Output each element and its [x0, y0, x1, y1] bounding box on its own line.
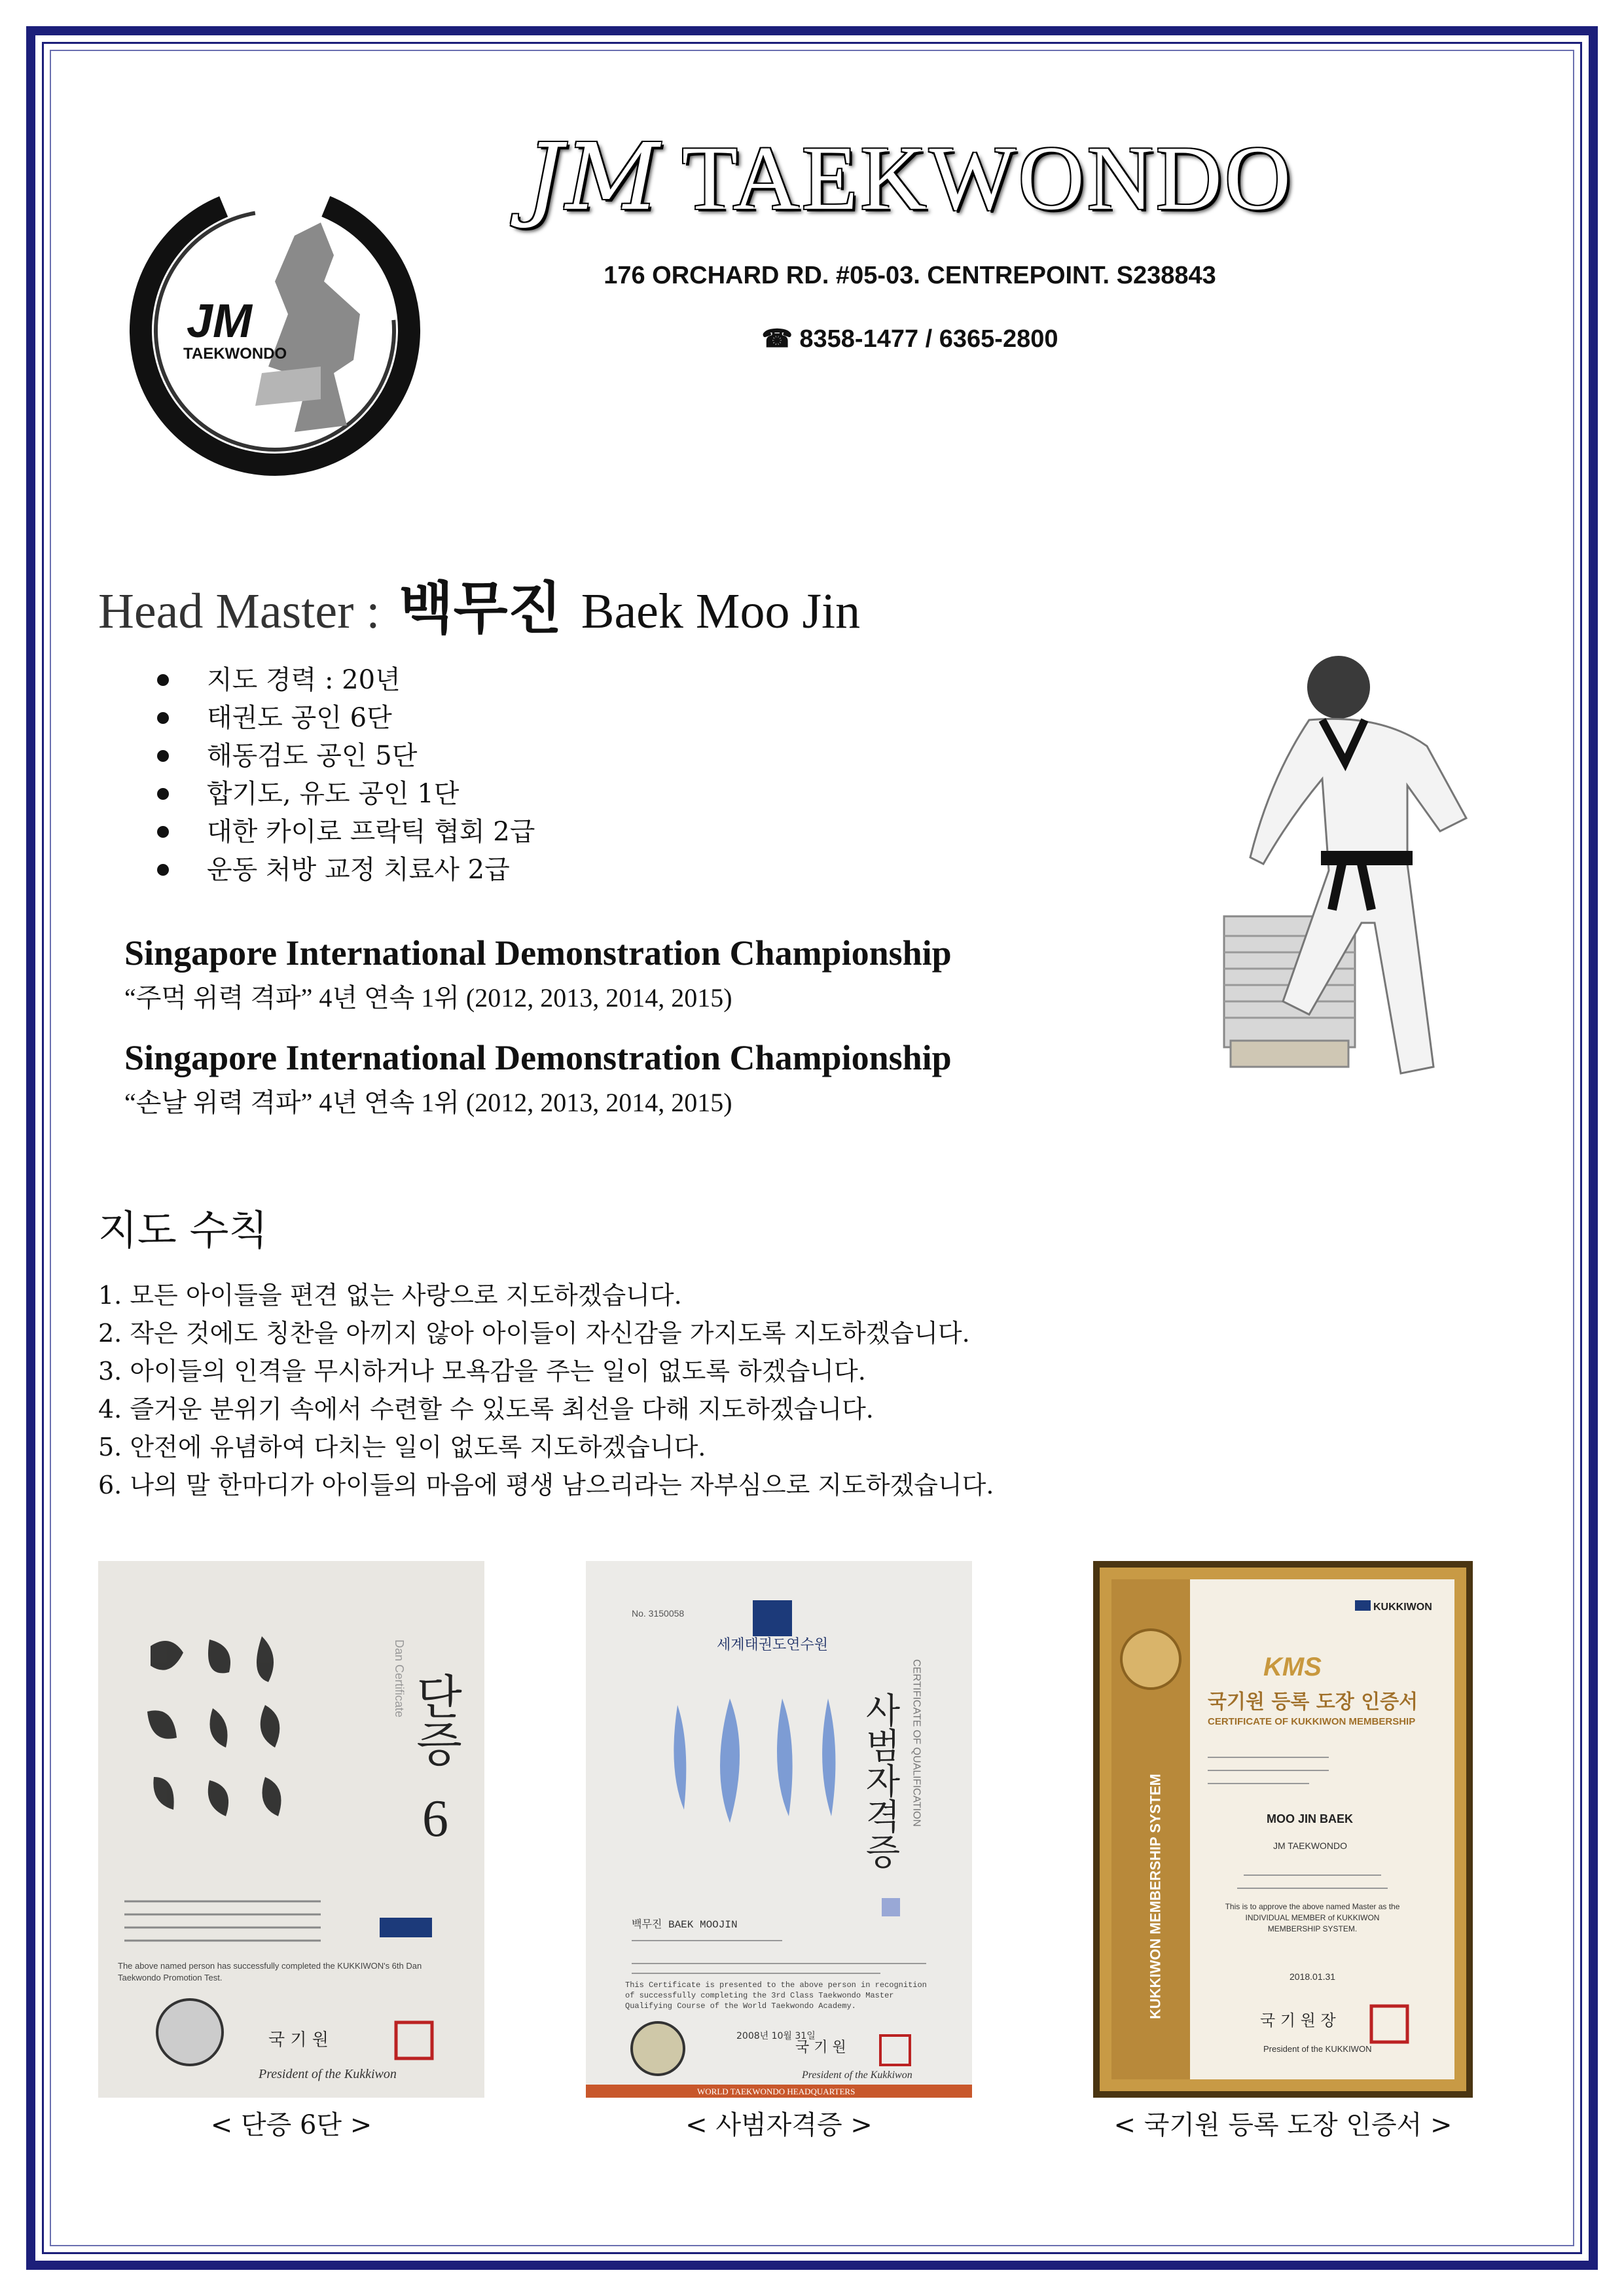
bullet-icon: [157, 712, 169, 724]
cert-issuer: 국 기 원 장: [1260, 2011, 1336, 2030]
head-master-name-en: Baek Moo Jin: [581, 584, 861, 639]
dan-certificate-image: [98, 1561, 484, 2098]
cert-gym: JM TAEKWONDO: [1273, 1840, 1348, 1851]
cert-holder: MOO JIN BAEK: [1267, 1812, 1354, 1825]
head-master-name-kr: 백무진: [399, 575, 562, 641]
bullet-icon: [157, 864, 169, 876]
championship-title: Singapore International Demonstration Championship: [124, 1038, 952, 1077]
cert-title: 단증: [408, 1672, 463, 1767]
list-item: 2. 작은 것에도 칭찬을 아끼지 않아 아이들이 자신감을 가지도록 지도하겠습니다.: [98, 1319, 970, 1348]
list-item: [157, 813, 535, 851]
championship-2: [124, 1037, 952, 1119]
credential-text: 대한 카이로 프락틱 협회 2급: [207, 817, 535, 847]
championship-detail: “손날 위력 격파” 4년 연속 1위 (2012, 2013, 2014, 2015): [124, 1088, 732, 1117]
cert-issuer: 국 기 원: [268, 2030, 329, 2050]
bullet-icon: [157, 826, 169, 838]
head-master-line: [98, 563, 860, 644]
list-item: [157, 661, 535, 699]
credential-text: 합기도, 유도 공인 1단: [207, 779, 460, 809]
cert-sign: President of the Kukkiwon: [802, 2070, 912, 2081]
head-master-label: Head Master :: [98, 584, 380, 639]
cert-kms-logo: KMS: [1263, 1653, 1322, 1681]
cert-footer: WORLD TAEKWONDO HEADQUARTERS: [697, 2087, 856, 2096]
list-item: 3. 아이들의 인격을 무시하거나 모욕감을 주는 일이 없도록 하겠습니다.: [98, 1357, 866, 1386]
list-item: [157, 699, 535, 737]
cert-org: 세계태권도연수원: [717, 1637, 829, 1653]
credential-text: 태권도 공인 6단: [207, 703, 392, 733]
instructor-certificate-image: [586, 1561, 972, 2098]
cert-brand: KUKKIWON: [1373, 1602, 1432, 1613]
championship-1: [124, 933, 952, 1014]
cert-side-text: CERTIFICATE OF QUALIFICATION: [911, 1659, 922, 1827]
cert-sign: President of the KUKKIWON: [1263, 2044, 1372, 2054]
cert-issuer: 국 기 원: [795, 2039, 846, 2056]
rules-list: [98, 1276, 994, 1504]
master-breaking-photo: [1211, 648, 1512, 1093]
cert-title: 국기원 등록 도장 인증서: [1208, 1691, 1418, 1713]
phone-number: ☎ 8358-1477 / 6365-2800: [761, 325, 1058, 353]
list-item: 4. 즐거운 분위기 속에서 수련할 수 있도록 최선을 다해 지도하겠습니다.: [98, 1395, 874, 1424]
championship-detail: “주먹 위력 격파” 4년 연속 1위 (2012, 2013, 2014, 2015): [124, 983, 732, 1013]
list-item: [157, 775, 535, 813]
list-item: 5. 안전에 유념하여 다치는 일이 없도록 지도하겠습니다.: [98, 1433, 706, 1462]
credential-text: 지도 경력 : 20년: [207, 665, 401, 695]
address: 176 ORCHARD RD. #05-03. CENTREPOINT. S238843: [604, 262, 1216, 289]
cert-date: 2008년 10월 31일: [736, 2031, 816, 2041]
caption-instructor-certificate: < 사범자격증 >: [685, 2110, 873, 2140]
cert-side-text: KUKKIWON MEMBERSHIP SYSTEM: [1147, 1774, 1164, 2019]
cert-sign: President of the Kukkiwon: [259, 2067, 397, 2081]
cert-subtitle: CERTIFICATE OF KUKKIWON MEMBERSHIP: [1208, 1716, 1416, 1727]
cert-date: 2018.01.31: [1290, 1971, 1336, 1982]
brand-jm: JM: [526, 124, 662, 231]
brand-title: [458, 124, 1362, 231]
logo-taekwondo-text: TAEKWONDO: [183, 345, 287, 363]
credential-text: 해동검도 공인 5단: [207, 741, 418, 771]
cert-title: 사범자격증: [859, 1692, 901, 1869]
list-item: 6. 나의 말 한마디가 아이들의 마음에 평생 남으리라는 자부심으로 지도하겠습니다.: [98, 1471, 994, 1499]
cert-holder: 백무진 BAEK MOOJIN: [632, 1919, 738, 1931]
list-item: [157, 737, 535, 775]
list-item: 1. 모든 아이들을 편견 없는 사랑으로 지도하겠습니다.: [98, 1281, 682, 1310]
membership-certificate-image: [1093, 1561, 1473, 2098]
caption-dan-certificate: < 단증 6단 >: [210, 2110, 372, 2140]
bullet-icon: [157, 788, 169, 800]
credential-text: 운동 처방 교정 치료사 2급: [207, 855, 510, 885]
cert-number: No. 3150058: [632, 1608, 685, 1619]
cert-body-text: This is to approve the above named Master as the INDIVIDUAL MEMBER of KUKKIWON MEMBERSHIP SYSTEM.: [1225, 1902, 1400, 1933]
bullet-icon: [157, 674, 169, 686]
brand-name: TAEKWONDO: [681, 128, 1294, 229]
cert-body-text: This Certificate is presented to the above person in recognition of successfully completing the 3rd Class Taekwondo Master Qualifying Course of the World Taekwondo Academy.: [625, 1981, 927, 2011]
cert-body-text: The above named person has successfully completed the KUKKIWON's 6th Dan Taekwondo Promotion Test.: [118, 1961, 422, 1982]
dan-number: 6: [422, 1790, 448, 1848]
jm-taekwondo-logo: [98, 151, 452, 491]
cert-subtitle: Dan Certificate: [393, 1640, 406, 1718]
bullet-icon: [157, 750, 169, 762]
logo-jm-text: JM: [187, 295, 253, 348]
championship-title: Singapore International Demonstration Championship: [124, 933, 952, 973]
rules-title: 지도 수칙: [98, 1206, 268, 1254]
credentials-list: [157, 661, 535, 889]
caption-membership-certificate: < 국기원 등록 도장 인증서 >: [1113, 2110, 1453, 2140]
list-item: [157, 851, 535, 889]
